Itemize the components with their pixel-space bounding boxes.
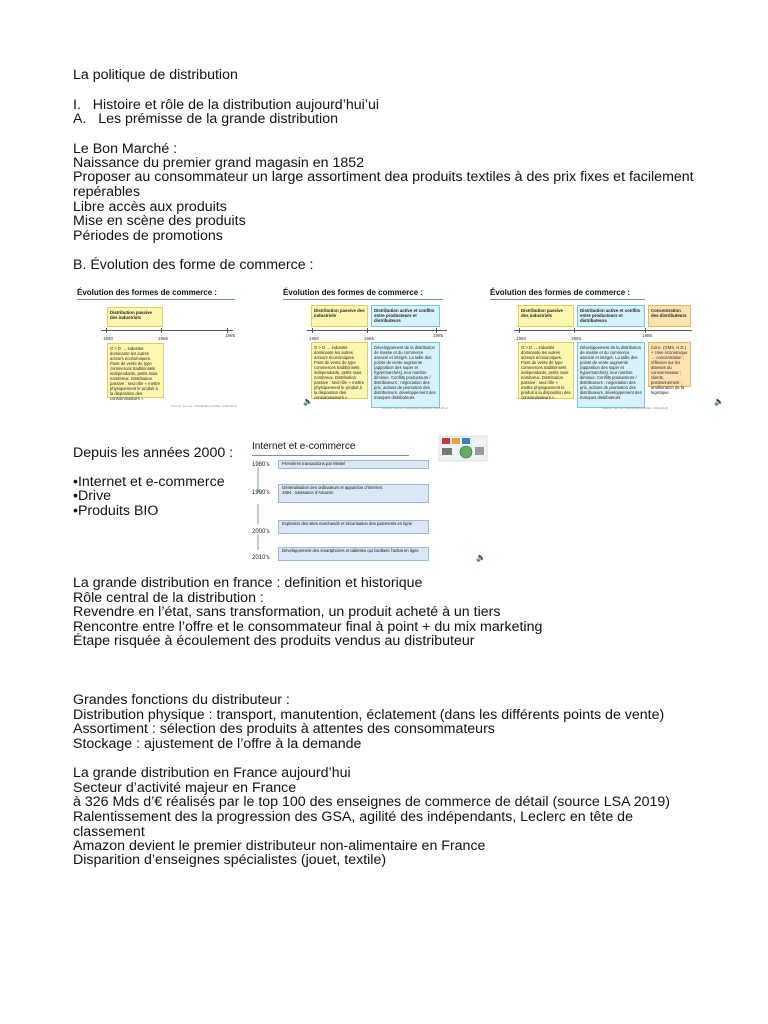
depuis-2000-bullet: •Internet et e-commerce [73,474,225,490]
aujourdhui-line: Ralentissement des la progression des GSA, agilité des indépendants, Leclerc en tête de classement [73,809,633,840]
slide-title: Évolution des formes de commerce : [77,288,235,300]
year-label: 1950 [309,336,320,341]
gd-line: Revendre en l’état, sans transformation, un produit acheté à un tiers [73,604,501,620]
aujourdhui-line: à 326 Mds d’€ réalisés par le top 100 des enseignes de commerce de détail (source LSA 2019) [73,794,671,810]
depuis-2000-bullet: •Produits BIO [73,503,159,519]
timeline-row: Généralisation des ordinateurs et apparition d’Internet. 1994 : naissance d’Amazon [278,484,429,503]
speaker-icon: 🔈 [476,553,486,562]
bon-marche-line: Naissance du premier grand magasin en 1852 [73,155,365,171]
heading-section-B: B. Évolution des forme de commerce : [73,257,314,273]
slide-source: Source : Le Lux - Distribution parfaite, 2018-2019 [382,406,448,410]
document-title: La politique de distribution [73,67,238,83]
year-label: 1950 [516,336,527,341]
timeline-year: 2010’s [252,555,270,561]
timeline-row: Premières transactions par Minitel [278,460,429,469]
header-box-passive: Distribution passive des industriels [107,307,163,327]
header-box-concentration: Concentration des distributeurs [648,305,691,327]
slide-source: Source : Le Lux - Distribution parfaite, 2018-2019 [171,404,237,408]
year-label: 1985 [642,333,653,338]
timeline-row: Développement des smartphones et tablettes qui facilitent l’achat en ligne [278,547,429,561]
evolution-slide-2 [279,286,469,414]
aujourdhui-line: Secteur d’activité majeur en France [73,780,297,796]
detail-box-passive: O > D → industrie dominante les autres acteurs économiques. Point de vente de type commerces traditionnels indépendants, petits mais nombreux. Distribution passive : seul rôle « mettre physiquement le produit à la disposition des consommateurs ». [107,343,164,398]
header-box-passive: Distribution passive des industriels [311,305,368,327]
year-label: 1965 [158,336,169,341]
header-box-active: Distribution active et conflits entre producteurs et distributeurs [577,305,645,327]
gd-line: Étape risquée à écoulement des produits vendus au distributeur [73,633,475,649]
gd-line: La grande distribution en france : definition et historique [73,575,423,591]
header-box-active: Distribution active et conflits entre producteurs et distributeurs [371,305,440,327]
fonctions-title: Grandes fonctions du distributeur : [73,692,290,708]
year-label: 1965 [571,336,582,341]
detail-box-passive: O > D → industrie dominante les autres acteurs économiques. Point de vente de type commerces traditionnels indépendants, petits mais nombreux. Distribution passive : seul rôle « mettre physiquement le produit à la disposition des consommateurs ». [518,342,574,399]
detail-box-active: Développement de la distribution de masse et du commerce associé et intégré. La taille des points de vente augmente (apparition des super et hypermarchés), leur nombre diminue. Conflits producteurs / distributeurs : négociation des prix, actions de promotion des distributeurs, développement des marques distributeurs. [577,342,645,408]
aujourdhui-line: Disparition d’enseignes spécialistes (jouet, textile) [73,852,387,868]
bon-marche-title: Le Bon Marché : [73,141,178,157]
gd-line: Rôle central de la distribution : [73,590,264,606]
heading-section-A: A. Les prémisse de la grande distribution [73,111,338,127]
timeline-year: 1980’s [252,462,270,468]
depuis-2000-bullet: •Drive [73,488,112,504]
detail-box-active: Développement de la distribution de masse et du commerce associé et intégré. La taille des points de vente augmente (apparition des super et hypermarchés), leur nombre diminue. Conflits producteurs / distributeurs : négociation des prix, actions de promotion des distributeurs, développement des marques distributeurs. [371,342,440,408]
slide-source: Source : Le Lux - Distribution parfaite, 2018-2019 [602,406,668,410]
timeline-row: Explosion des sites marchands et sécurisation des paiements en ligne [278,520,429,534]
internet-icons-illustration [438,435,488,462]
bon-marche-line: Mise en scène des produits [73,213,246,229]
year-label: 1985 [225,333,236,338]
gd-line: Rencontre entre l’offre et le consommateur final à point + du mix marketing [73,619,543,635]
timeline-year: 2000’s [252,529,270,535]
detail-box-concentration: Conc. (GMS, H.D.) + crise économique → concentration ; réflexion sur les attentes du consommateur ; clients, positionnement ; amélioration de la logistique [648,342,691,387]
detail-box-passive: O > D → industrie dominante les autres acteurs économiques. Point de vente de type commerces traditionnels indépendants, petits mais nombreux. Distribution passive : seul rôle « mettre physiquement le produit à la disposition des consommateurs ». [311,342,368,399]
speaker-icon: 🔈 [303,397,313,406]
speaker-icon: 🔈 [714,397,724,406]
header-box-passive: Distribution passive des industriels [518,305,574,327]
fonctions-line: Assortiment : sélection des produits à attentes des consommateurs [73,721,495,737]
fonctions-line: Distribution physique : transport, manutention, éclatement (dans les différents points de vente) [73,707,665,723]
fonctions-line: Stockage : ajustement de l’offre à la demande [73,736,362,752]
year-label: 1985 [433,333,444,338]
evolution-slide-3 [486,286,732,414]
year-label: 1950 [103,336,114,341]
slide-title: Internet et e-commerce [252,441,356,452]
heading-section-I: I. Histoire et rôle de la distribution aujourd’hui’ui [73,97,379,113]
depuis-2000-title: Depuis les années 2000 : [73,445,234,461]
slide-title: Évolution des formes de commerce : [283,288,443,300]
internet-slide [250,434,490,566]
timeline-year: 1990’s [252,490,270,496]
aujourdhui-title: La grande distribution en France aujourd’hui [73,765,351,781]
evolution-slide-1 [73,286,263,414]
bon-marche-line: Proposer au consommateur un large assortiment dea produits textiles à des prix fixes et facilement repérables [73,169,694,200]
year-label: 1965 [364,336,375,341]
aujourdhui-line: Amazon devient le premier distributeur non-alimentaire en France [73,838,486,854]
bon-marche-line: Libre accès aux produits [73,199,227,215]
slide-title: Évolution des formes de commerce : [490,288,645,300]
bon-marche-line: Périodes de promotions [73,228,223,244]
